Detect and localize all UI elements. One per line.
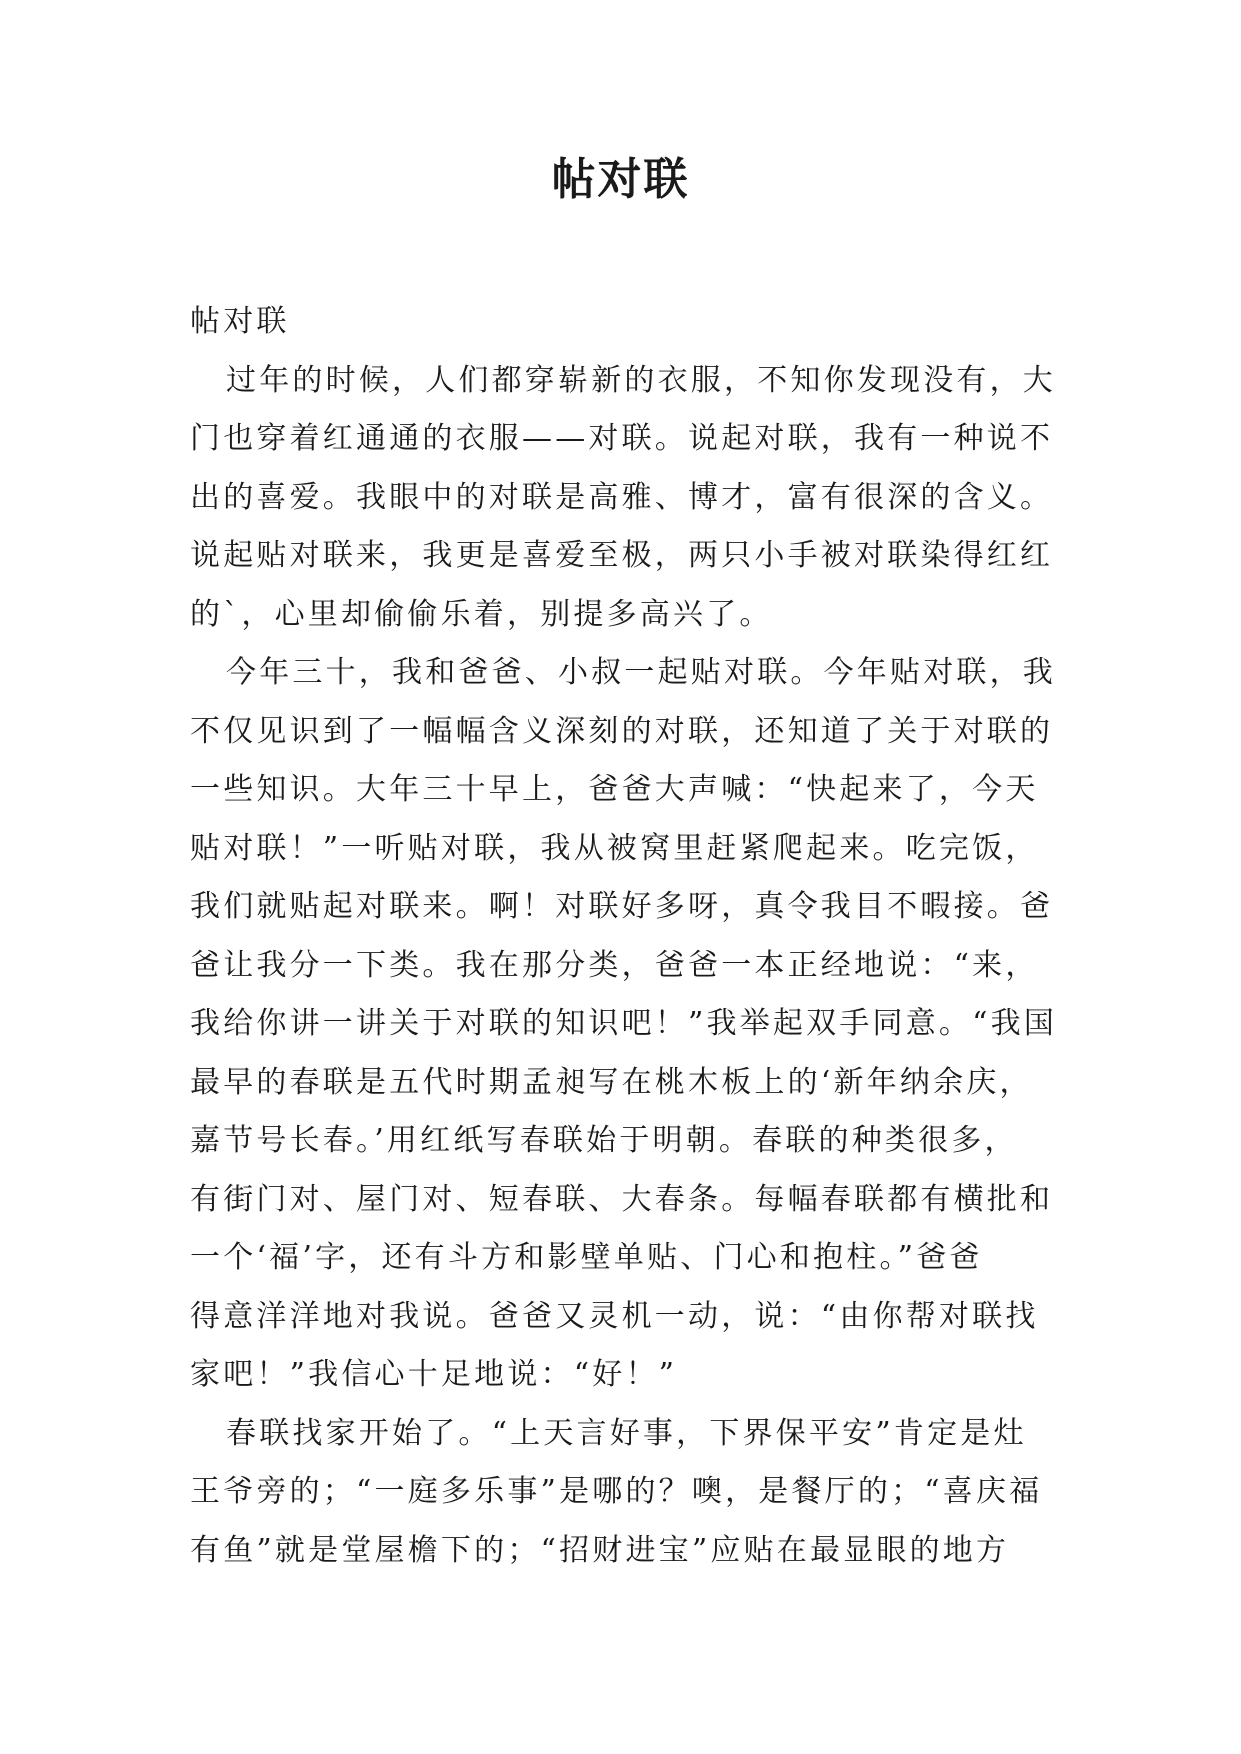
- body-text-line: 出的喜爱。我眼中的对联是高雅、博才，富有很深的含义。: [190, 479, 1054, 515]
- body-text-line: 有鱼”就是堂屋檐下的；“招财进宝”应贴在最显眼的地方: [190, 1532, 1010, 1568]
- body-text-line: 贴对联！”一听贴对联，我从被窝里赶紧爬起来。吃完饭，: [190, 830, 1039, 866]
- body-text-line: 有街门对、屋门对、短春联、大春条。每幅春联都有横批和: [190, 1181, 1054, 1217]
- document-body: [190, 293, 1070, 1580]
- body-text-line: 春联找家开始了。“上天言好事，下界保平安”肯定是灶: [226, 1415, 1027, 1451]
- body-text-line: 过年的时候，人们都穿崭新的衣服，不知你发现没有，大: [226, 362, 1056, 398]
- document-title: 帖对联: [551, 154, 690, 205]
- body-text-line: 门也穿着红通通的衣服——对联。说起对联，我有一种说不: [190, 421, 1054, 456]
- document-subtitle: 帖对联: [190, 304, 290, 339]
- body-text-line: 家吧！”我信心十足地说：“好！”: [190, 1357, 678, 1392]
- body-text-line: 我们就贴起对联来。啊！对联好多呀，真令我目不暇接。爸: [190, 889, 1054, 924]
- body-text-line: 我给你讲一讲关于对联的知识吧！”我举起双手同意。“我国: [190, 1006, 1058, 1041]
- body-text-line: 嘉节号长春。’用红纸写春联始于明朝。春联的种类很多，: [190, 1123, 1018, 1158]
- body-text-line: 爸让我分一下类。我在那分类，爸爸一本正经地说：“来，: [190, 947, 1039, 983]
- body-text-line: 一些知识。大年三十早上，爸爸大声喊：“快起来了，今天: [190, 772, 1039, 807]
- body-text-line: 不仅见识到了一幅幅含义深刻的对联，还知道了关于对联的: [190, 713, 1054, 749]
- body-text-line: 的`，心里却偷偷乐着，别提多高兴了。: [190, 596, 773, 632]
- body-text-line: 王爷旁的；“一庭多乐事”是哪的？噢，是餐厅的；“喜庆福: [190, 1474, 1043, 1509]
- body-text-line: 一个‘福’字，还有斗方和影壁单贴、门心和抱柱。”爸爸: [190, 1240, 983, 1275]
- body-text-line: 今年三十，我和爸爸、小叔一起贴对联。今年贴对联，我: [226, 655, 1056, 690]
- body-text-line: 说起贴对联来，我更是喜爱至极，两只小手被对联染得红红: [190, 538, 1054, 573]
- body-text-line: 最早的春联是五代时期孟昶写在桃木板上的‘新年纳余庆，: [190, 1064, 1033, 1100]
- body-text-line: 得意洋洋地对我说。爸爸又灵机一动，说：“由你帮对联找: [190, 1298, 1039, 1334]
